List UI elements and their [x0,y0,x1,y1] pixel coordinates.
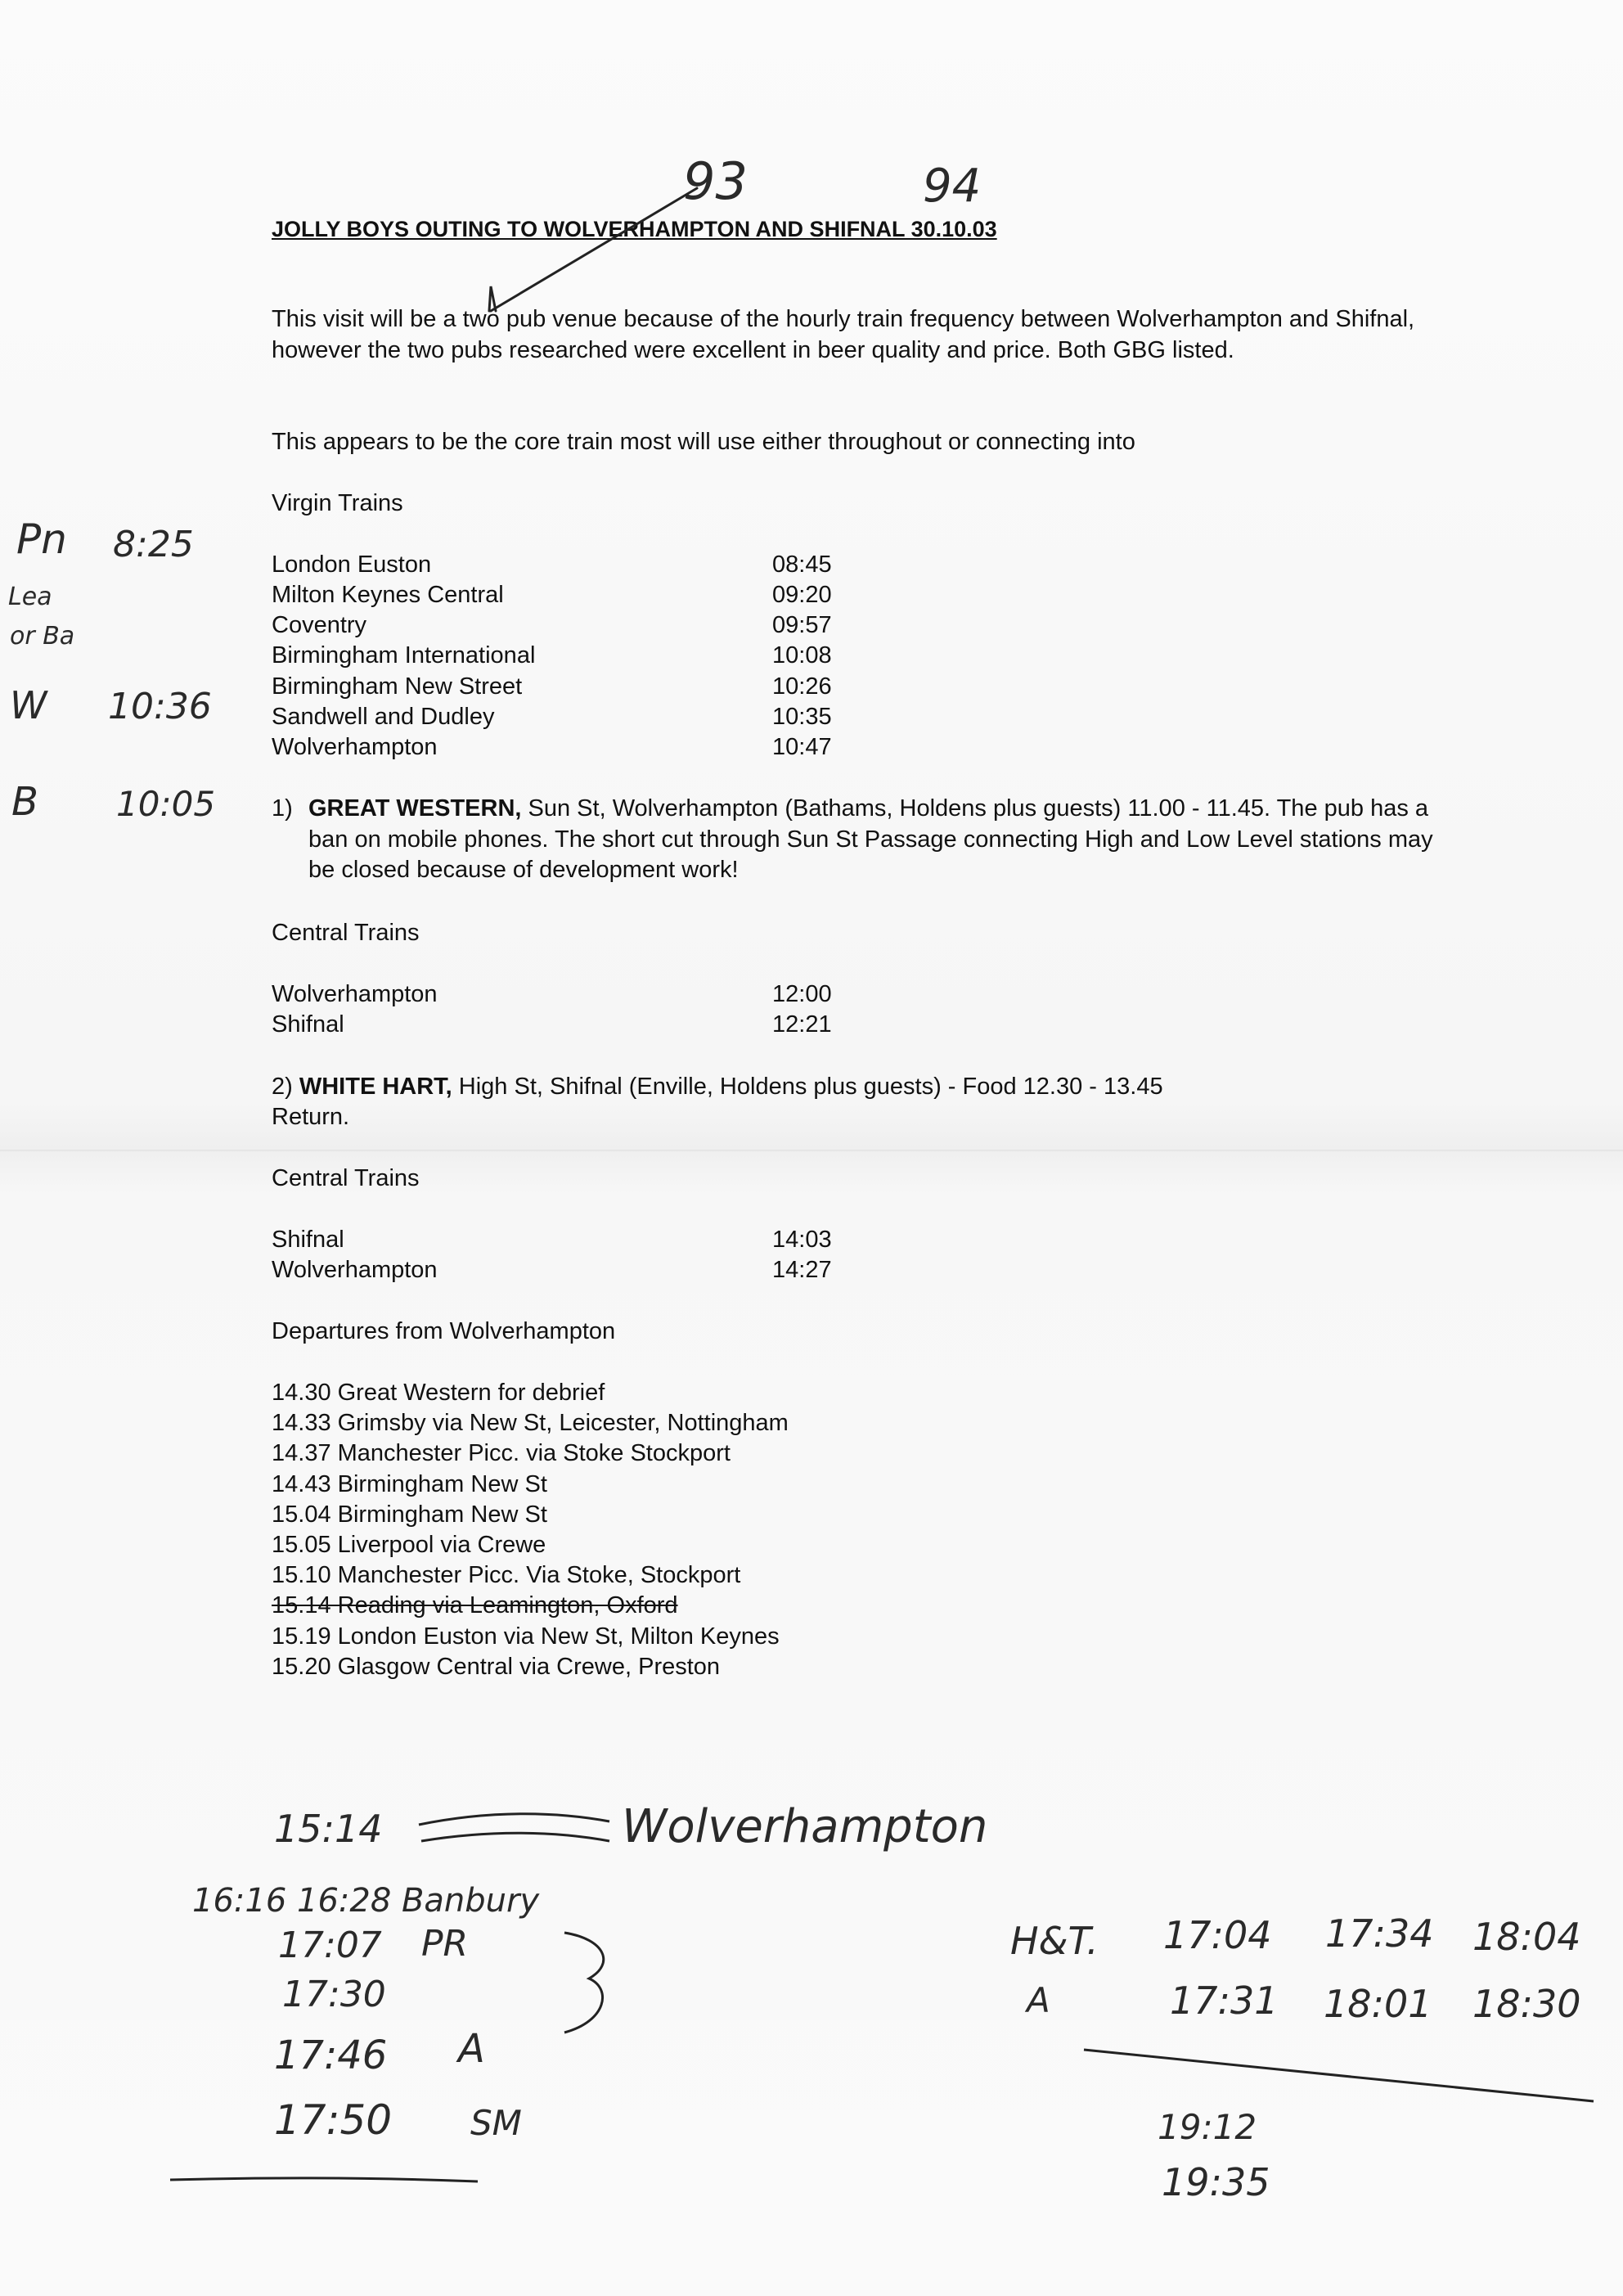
list-item: 14.33 Grimsby via New St, Leicester, Nottingham [272,1410,789,1436]
station-name: Wolverhampton [272,981,438,1007]
list-item-struck: 15.14 Reading via Leamington, Oxford [272,1592,678,1618]
virgin-heading: Virgin Trains [272,490,403,516]
list-item: 15.19 London Euston via New St, Milton Keynes [272,1623,780,1650]
departure-time: 10:08 [772,642,832,669]
pub-name: WHITE HART, [299,1074,452,1100]
station-name: Wolverhampton [272,734,438,760]
pub-number: 2) [272,1074,293,1100]
departure-time: 14:03 [772,1227,832,1253]
handwritten-note: 17:46 [274,2033,388,2078]
list-item: 15.10 Manchester Picc. Via Stoke, Stockport [272,1562,741,1588]
handwritten-note: 19:35 [1162,2160,1270,2204]
timetable-row [272,1255,844,1285]
handwritten-note: SM [470,2103,522,2143]
handwritten-note: Wolverhampton [622,1800,988,1853]
handwritten-margin-note: 10:05 [116,784,216,824]
intro-paragraph: This visit will be a two pub venue because of the hourly train frequency between Wolverhampton and Shifnal, however the two pubs researched were excellent in beer quality and price. Both GBG listed. [272,306,1415,363]
station-name: Shifnal [272,1011,344,1038]
handwritten-note: 17:04 [1163,1913,1272,1957]
check-mark [489,188,697,311]
handwritten-margin-note: Lea [8,583,52,611]
underline-stroke [170,2178,478,2181]
list-item: 15.04 Birmingham New St [272,1501,547,1528]
departure-time: 09:57 [772,612,832,638]
departure-time: 08:45 [772,551,832,578]
handwritten-margin-note: B [11,779,38,825]
scribble-out [419,1814,609,1841]
station-name: Coventry [272,612,367,638]
document-title: JOLLY BOYS OUTING TO WOLVERHAMPTON AND SHIFNAL 30.10.03 [272,217,997,241]
handwritten-note: 17:31 [1170,1979,1279,2023]
central-trains-heading: Central Trains [272,920,420,946]
list-item: 15.05 Liverpool via Crewe [272,1532,546,1558]
handwritten-margin-note: or Ba [10,622,75,651]
list-item: 14.43 Birmingham New St [272,1471,547,1497]
timetable-row [272,641,844,671]
pub-details: Sun St, Wolverhampton (Bathams, Holdens plus guests) 11.00 - 11.45. The pub has a ban on mobile phones. The short cut through Sun St Passage connecting High and Low Level stations may be closed because of development work! [308,795,1433,883]
central-trains-heading: Central Trains [272,1165,420,1191]
pub-details: High St, Shifnal (Enville, Holdens plus guests) - Food 12.30 - 13.45 [452,1074,1163,1100]
timetable-row [272,702,844,732]
handwritten-page-number: 94 [923,160,982,213]
station-name: Birmingham New Street [272,673,523,700]
departure-time: 09:20 [772,582,832,608]
station-name: Wolverhampton [272,1257,438,1283]
station-name: Birmingham International [272,642,536,669]
handwritten-note: A [458,2026,485,2072]
handwritten-note: 17:07 [278,1925,382,1966]
station-name: Sandwell and Dudley [272,704,495,730]
departure-time: 10:35 [772,704,832,730]
pub-entry-great-western [272,794,1433,888]
departures-heading: Departures from Wolverhampton [272,1318,616,1344]
timetable-row [272,672,844,702]
timetable-row [272,979,844,1010]
pub-number: 1) [272,795,293,822]
handwritten-note: 17:50 [274,2096,393,2144]
list-item: 14.37 Manchester Picc. via Stoke Stockport [272,1440,731,1466]
handwritten-note: 17:30 [282,1974,386,2015]
pub-name: GREAT WESTERN, [308,795,522,822]
timetable-row [272,580,844,610]
departure-time: 12:21 [772,1011,832,1038]
timetable-row [272,550,844,580]
handwritten-note: H&T. [1010,1919,1099,1963]
pub-entry-white-hart [272,1072,1163,1103]
handwritten-note: 18:30 [1472,1982,1581,2026]
departure-time: 12:00 [772,981,832,1007]
station-name: Shifnal [272,1227,344,1253]
handwritten-note: 19:12 [1158,2107,1257,2147]
handwritten-margin-note: Pn [16,515,67,563]
list-item: 15.20 Glasgow Central via Crewe, Preston [272,1654,721,1680]
brace [564,1933,604,2033]
list-item: 14.30 Great Western for debrief [272,1380,605,1406]
station-name: London Euston [272,551,432,578]
handwritten-note: 17:34 [1325,1911,1434,1956]
underline-stroke [1084,2050,1594,2101]
pub-return-note: Return. [272,1104,350,1130]
handwritten-note: PR [421,1923,469,1965]
handwritten-margin-note: 10:36 [108,686,212,727]
departure-time: 10:26 [772,673,832,700]
handwritten-page-number: 93 [683,151,748,211]
handwritten-note: 16:16 16:28 Banbury [192,1882,540,1920]
handwritten-margin-note: W [10,683,47,727]
departure-time: 14:27 [772,1257,832,1283]
handwritten-note: A [1027,1980,1050,2020]
station-name: Milton Keynes Central [272,582,504,608]
handwritten-note: 18:04 [1472,1915,1581,1959]
timetable-row [272,1010,844,1040]
timetable-row [272,732,844,763]
timetable-row [272,1225,844,1255]
handwritten-note: 15:14 [274,1807,383,1851]
departure-time: 10:47 [772,734,832,760]
handwritten-margin-note: 8:25 [113,524,194,565]
handwritten-note: 18:01 [1324,1982,1432,2026]
paper-fold [0,1150,1623,1152]
core-train-note: This appears to be the core train most will use either throughout or connecting into [272,429,1135,455]
timetable-row [272,610,844,641]
